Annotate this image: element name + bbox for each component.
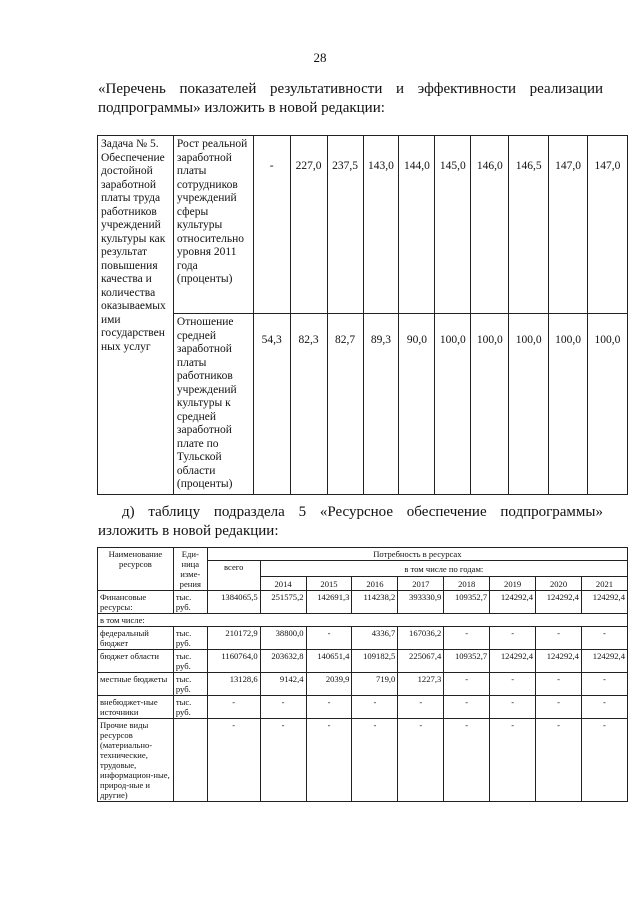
indicator-value: 100,0 <box>509 314 549 495</box>
indicator-row <box>98 314 628 495</box>
header-year: 2017 <box>398 577 444 591</box>
resource-year-value: 38800,0 <box>260 627 306 650</box>
resource-total: 1160764,0 <box>207 650 260 673</box>
resource-year-value: - <box>352 719 398 802</box>
resource-year-value: - <box>581 696 627 719</box>
header-year: 2019 <box>490 577 536 591</box>
resource-total: 13128,6 <box>207 673 260 696</box>
resource-unit: тыс. руб. <box>173 650 207 673</box>
indicator-value: - <box>253 136 290 314</box>
resource-year-value: 2039,9 <box>306 673 352 696</box>
indicator-value: 144,0 <box>399 136 435 314</box>
resource-year-value: - <box>260 696 306 719</box>
indicator-value: 145,0 <box>435 136 471 314</box>
indicator-name: Отношение средней заработной платы работников учреждений культуры к средней заработной плате по Тульской области (проценты) <box>173 314 253 495</box>
resource-year-value: 124292,4 <box>536 650 582 673</box>
header-resource-name: Наименование ресурсов <box>98 548 174 591</box>
resource-year-value: 109352,7 <box>444 591 490 614</box>
indicator-value: 100,0 <box>549 314 588 495</box>
indicator-value: 143,0 <box>363 136 399 314</box>
resource-name: в том числе: <box>98 614 628 627</box>
resource-year-value: - <box>306 719 352 802</box>
indicator-value: 100,0 <box>471 314 509 495</box>
resource-year-value: - <box>444 696 490 719</box>
indicator-value: 237,5 <box>327 136 363 314</box>
resource-year-value: 167036,2 <box>398 627 444 650</box>
header-year: 2016 <box>352 577 398 591</box>
resource-year-value: 124292,4 <box>536 591 582 614</box>
resource-name: внебюджет-ные источники <box>98 696 174 719</box>
header-year: 2021 <box>581 577 627 591</box>
resource-year-value: - <box>352 696 398 719</box>
resource-year-value: - <box>490 673 536 696</box>
intro-paragraph: «Перечень показателей результативности и эффективности реализации подпрограммы» изложить в новой редакции: <box>98 81 603 116</box>
resource-year-value: - <box>581 673 627 696</box>
resource-year-value: 124292,4 <box>581 650 627 673</box>
resource-unit <box>173 719 207 802</box>
indicator-value: 100,0 <box>435 314 471 495</box>
resource-year-value: 109182,5 <box>352 650 398 673</box>
indicator-name: Рост реальной заработной платы сотрудников учреждений сферы культуры относительно уровня 2011 года (проценты) <box>173 136 253 314</box>
page-number: 28 <box>313 50 327 65</box>
resource-year-value: 142691,3 <box>306 591 352 614</box>
header-year: 2014 <box>260 577 306 591</box>
resource-total: - <box>207 719 260 802</box>
indicator-value: 227,0 <box>290 136 327 314</box>
indicator-value: 147,0 <box>549 136 588 314</box>
resource-year-value: 203632,8 <box>260 650 306 673</box>
task-cell: Задача № 5. Обеспечение достойной заработной платы труда работников учреждений культуры как результат повышения качества и количества оказываемых ими государствен ных услуг <box>98 136 174 495</box>
resource-year-value: 124292,4 <box>490 650 536 673</box>
resource-unit: тыс. руб. <box>173 673 207 696</box>
indicator-value: 147,0 <box>587 136 627 314</box>
resource-row <box>98 614 628 627</box>
indicator-value: 146,0 <box>471 136 509 314</box>
resource-year-value: - <box>581 627 627 650</box>
resource-year-value: - <box>536 627 582 650</box>
resource-year-value: - <box>260 719 306 802</box>
resource-year-value: - <box>490 719 536 802</box>
resource-year-value: - <box>444 673 490 696</box>
resource-name: местные бюджеты <box>98 673 174 696</box>
resource-year-value: 9142,4 <box>260 673 306 696</box>
resource-year-value: 225067,4 <box>398 650 444 673</box>
resource-row <box>98 627 628 650</box>
resource-name: бюджет области <box>98 650 174 673</box>
resource-year-value: 4336,7 <box>352 627 398 650</box>
resource-year-value: - <box>444 627 490 650</box>
resource-year-value: 114238,2 <box>352 591 398 614</box>
indicator-value: 90,0 <box>399 314 435 495</box>
resource-unit: тыс. руб. <box>173 696 207 719</box>
header-unit: Еди-ница изме-рения <box>173 548 207 591</box>
resource-year-value: 124292,4 <box>490 591 536 614</box>
resource-year-value: - <box>306 696 352 719</box>
resource-year-value: - <box>581 719 627 802</box>
indicator-row <box>98 136 628 314</box>
resource-year-value: - <box>536 673 582 696</box>
indicator-value: 146,5 <box>509 136 549 314</box>
resource-year-value: 393330,9 <box>398 591 444 614</box>
indicator-value: 82,7 <box>327 314 363 495</box>
resource-name: федеральный бюджет <box>98 627 174 650</box>
resource-year-value: - <box>398 696 444 719</box>
indicator-value: 82,3 <box>290 314 327 495</box>
header-year: 2015 <box>306 577 352 591</box>
resource-year-value: 140651,4 <box>306 650 352 673</box>
resource-year-value: 124292,4 <box>581 591 627 614</box>
resource-total: 1384065,5 <box>207 591 260 614</box>
indicator-value: 89,3 <box>363 314 399 495</box>
resource-year-value: - <box>490 627 536 650</box>
resource-row <box>98 591 628 614</box>
header-years-group: в том числе по годам: <box>260 561 627 577</box>
resource-year-value: 1227,3 <box>398 673 444 696</box>
resource-year-value: - <box>306 627 352 650</box>
header-need: Потребность в ресурсах <box>207 548 627 561</box>
indicators-table <box>97 135 628 495</box>
resource-year-value: 719,0 <box>352 673 398 696</box>
resource-name: Прочие виды ресурсов (материально-технические, трудовые, информацион-ные, природ-ные и другие) <box>98 719 174 802</box>
resource-total: 210172,9 <box>207 627 260 650</box>
resource-total: - <box>207 696 260 719</box>
resource-year-value: - <box>490 696 536 719</box>
resource-row <box>98 719 628 802</box>
resource-row <box>98 673 628 696</box>
resource-year-value: - <box>536 719 582 802</box>
resource-unit: тыс. руб. <box>173 591 207 614</box>
resource-row <box>98 650 628 673</box>
resource-unit: тыс. руб. <box>173 627 207 650</box>
resource-row <box>98 696 628 719</box>
indicator-value: 100,0 <box>587 314 627 495</box>
resource-year-value: 109352,7 <box>444 650 490 673</box>
resource-year-value: - <box>536 696 582 719</box>
resources-table <box>97 547 628 802</box>
resource-year-value: - <box>398 719 444 802</box>
header-year: 2020 <box>536 577 582 591</box>
second-paragraph: д) таблицу подраздела 5 «Ресурсное обеспечение подпрограммы» изложить в новой редакции: <box>98 504 603 539</box>
resource-year-value: 251575,2 <box>260 591 306 614</box>
header-year: 2018 <box>444 577 490 591</box>
resource-name: Финансовые ресурсы: <box>98 591 174 614</box>
header-total: всего <box>207 561 260 591</box>
resource-year-value: - <box>444 719 490 802</box>
indicator-value: 54,3 <box>253 314 290 495</box>
